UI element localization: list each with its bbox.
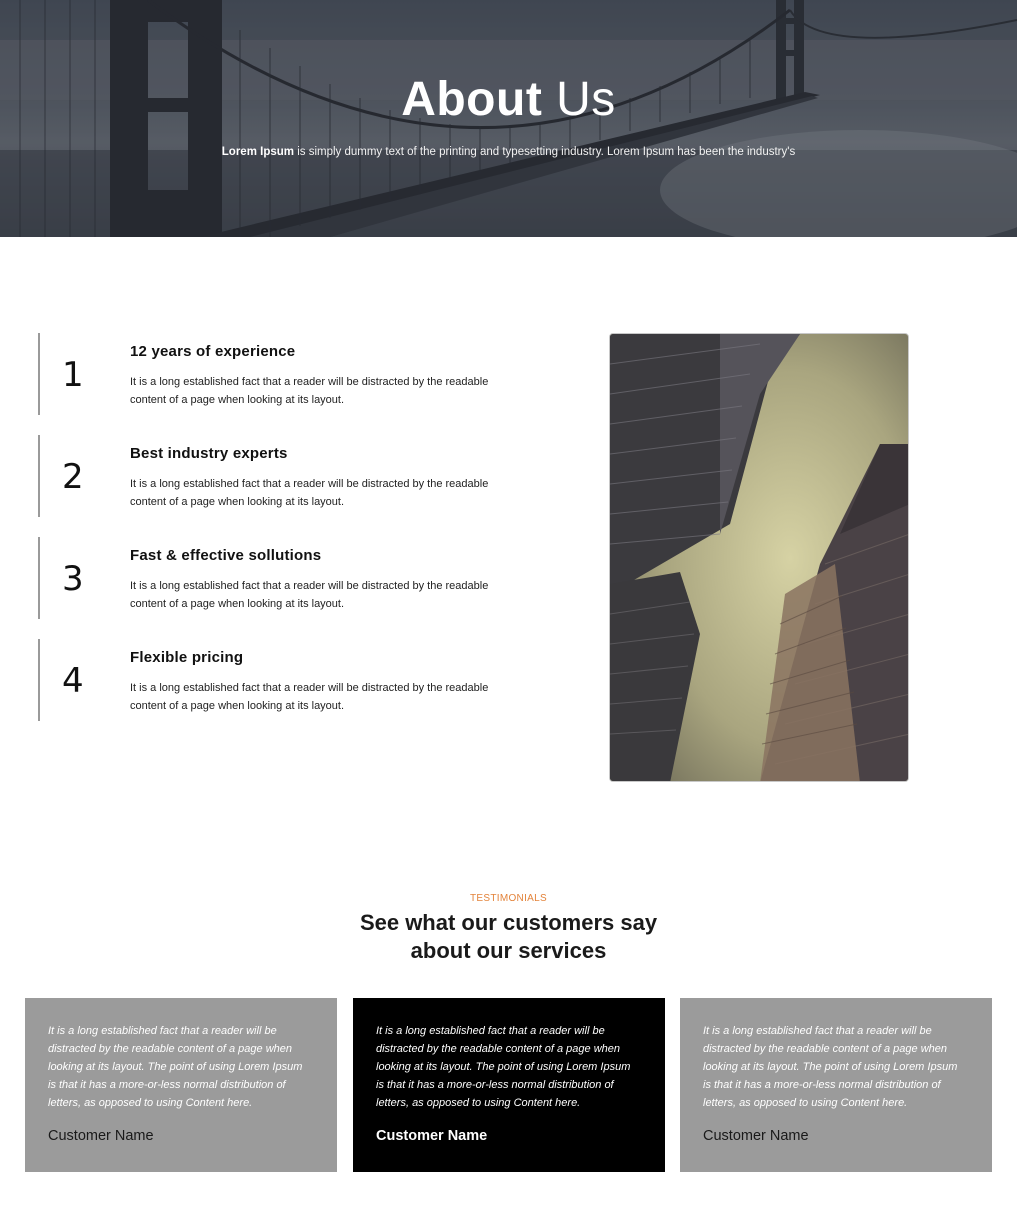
feature-title: Fast & effective sollutions [130, 547, 322, 564]
testimonial-card [353, 998, 665, 1172]
feature-description: It is a long established fact that a reader will be distracted by the readable content of a page when looking at its layout. [130, 478, 489, 508]
feature-item [38, 435, 518, 517]
hero-subtitle-bold: Lorem Ipsum [221, 146, 294, 158]
feature-number: 3 [62, 559, 84, 599]
page-title-light: Us [556, 73, 616, 126]
testimonial-card [680, 998, 992, 1172]
testimonial-quote: It is a long established fact that a reader will be distracted by the readable content of a page when looking at its layout. The point of using Lorem Ipsum is that it has a more-or-less normal distribution of letters, as opposed to using Content here. [48, 1025, 303, 1109]
testimonials-heading-line1: See what our customers say [359, 910, 658, 935]
feature-number: 4 [62, 661, 84, 701]
feature-item [38, 537, 518, 619]
customer-name: Customer Name [703, 1128, 809, 1144]
feature-description: It is a long established fact that a reader will be distracted by the readable content of a page when looking at its layout. [130, 580, 489, 610]
features-list [38, 333, 518, 741]
feature-number: 1 [62, 355, 84, 395]
hero-banner [0, 0, 1017, 237]
feature-item [38, 639, 518, 721]
testimonial-quote: It is a long established fact that a reader will be distracted by the readable content of a page when looking at its layout. The point of using Lorem Ipsum is that it has a more-or-less normal distribution of letters, as opposed to using Content here. [703, 1025, 958, 1109]
feature-title: Flexible pricing [130, 649, 244, 666]
page-title [0, 72, 1017, 127]
testimonials-heading-line2: about our services [410, 938, 607, 963]
testimonial-quote: It is a long established fact that a reader will be distracted by the readable content of a page when looking at its layout. The point of using Lorem Ipsum is that it has a more-or-less normal distribution of letters, as opposed to using Content here. [376, 1025, 631, 1109]
testimonials-heading [0, 909, 1017, 965]
testimonial-cards [25, 998, 992, 1172]
hero-subtitle [0, 146, 1017, 158]
customer-name: Customer Name [48, 1128, 154, 1144]
hero-subtitle-rest: is simply dummy text of the printing and typesetting industry. Lorem Ipsum has been the industry's [294, 146, 796, 158]
customer-name: Customer Name [376, 1128, 488, 1144]
skyscrapers-illustration [610, 334, 909, 782]
page-title-bold: About [401, 73, 543, 126]
testimonial-card [25, 998, 337, 1172]
feature-number: 2 [62, 457, 84, 497]
feature-description: It is a long established fact that a reader will be distracted by the readable content of a page when looking at its layout. [130, 376, 489, 406]
feature-title: 12 years of experience [130, 343, 296, 360]
feature-description: It is a long established fact that a reader will be distracted by the readable content of a page when looking at its layout. [130, 682, 489, 712]
testimonials-kicker: TESTIMONIALS [470, 893, 547, 904]
feature-title: Best industry experts [130, 445, 288, 462]
feature-item [38, 333, 518, 415]
buildings-image [609, 333, 909, 782]
